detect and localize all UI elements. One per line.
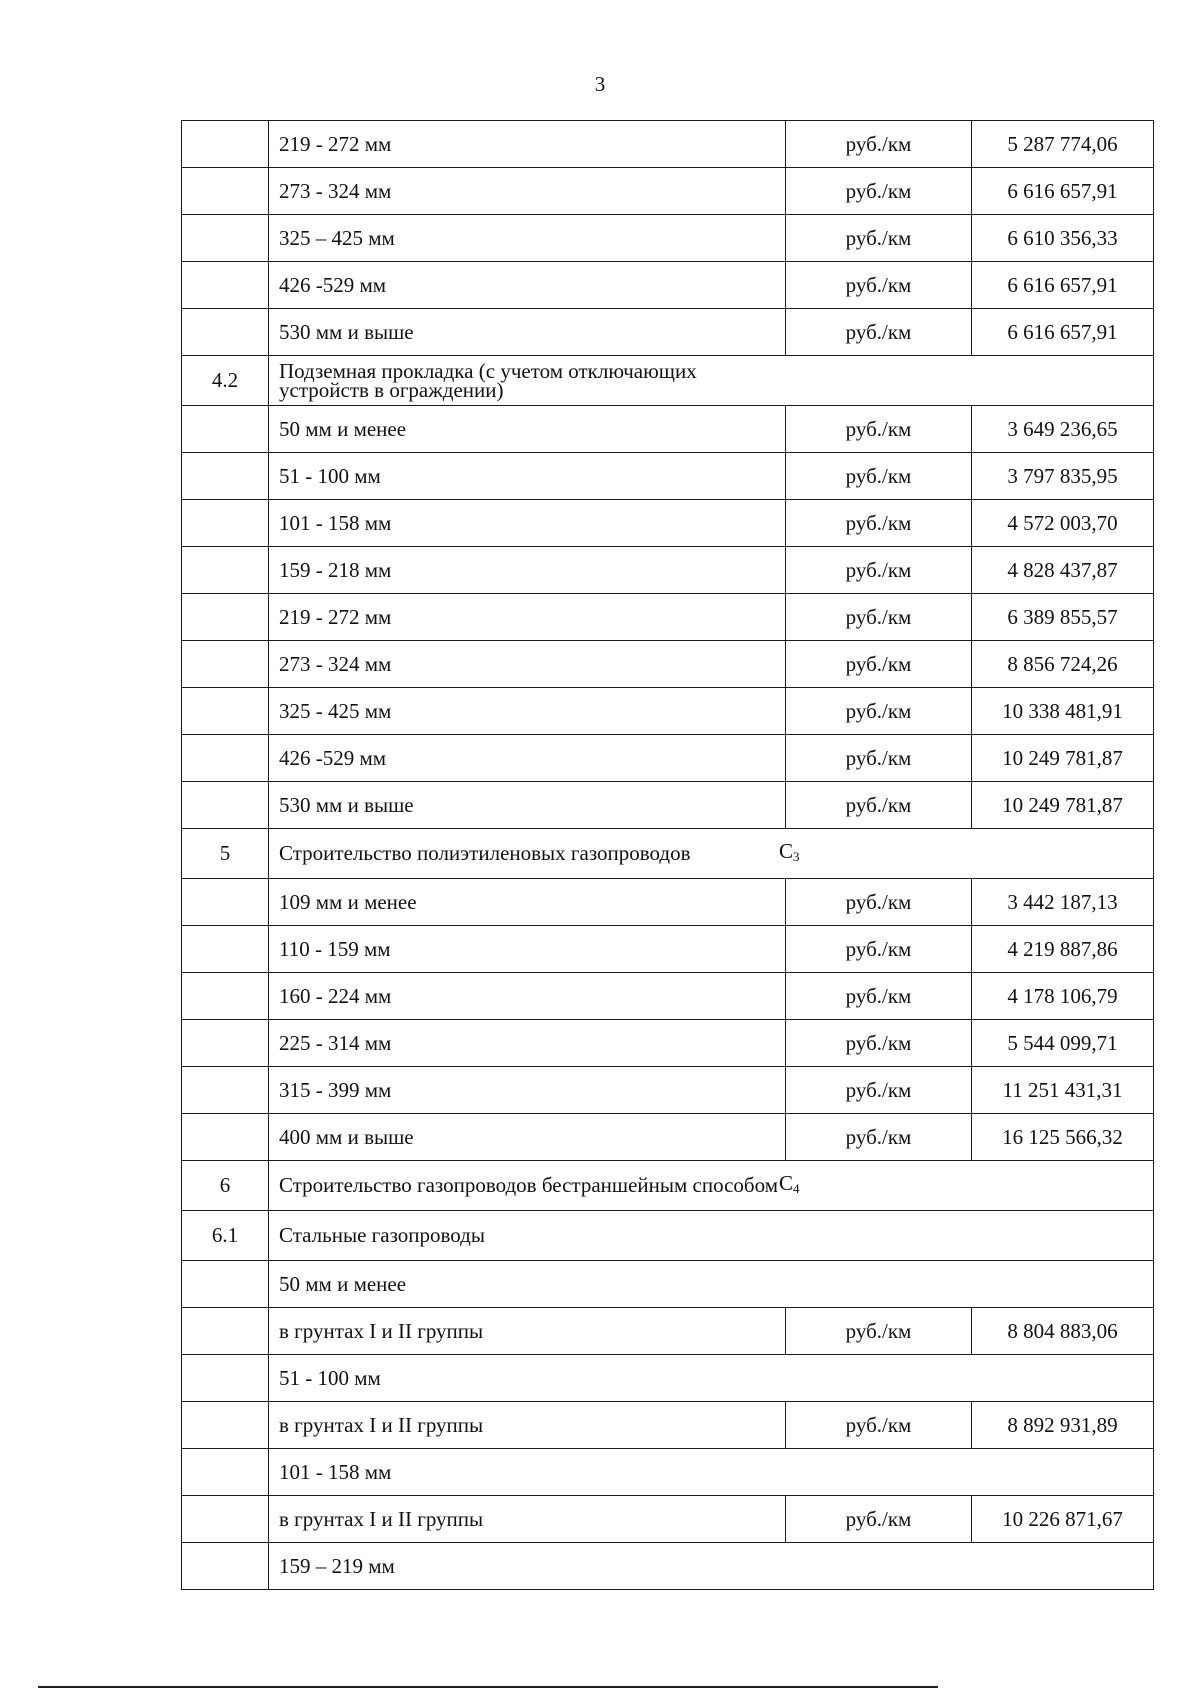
row-number-cell xyxy=(182,406,269,453)
section-code-letter: C xyxy=(779,838,794,863)
section-title: Подземная прокладка (с учетом отключающих устройств в ограждении) xyxy=(279,358,697,402)
footer-rule xyxy=(38,1686,938,1688)
row-unit: руб./км xyxy=(786,973,972,1020)
section-content xyxy=(279,838,1143,866)
table-row xyxy=(182,926,1154,973)
row-value: 6 389 855,57 xyxy=(972,594,1154,641)
row-name: 160 - 224 мм xyxy=(269,973,786,1020)
table-row xyxy=(182,594,1154,641)
row-name: 325 – 425 мм xyxy=(269,215,786,262)
row-number-cell xyxy=(182,1355,269,1402)
section-cell xyxy=(269,356,1154,406)
row-number-cell xyxy=(182,735,269,782)
row-name: 530 мм и выше xyxy=(269,309,786,356)
row-number-cell xyxy=(182,688,269,735)
row-unit: руб./км xyxy=(786,1308,972,1355)
row-name: 219 - 272 мм xyxy=(269,594,786,641)
section-title: Строительство газопроводов бестраншейным способом xyxy=(279,1173,778,1197)
row-name: 225 - 314 мм xyxy=(269,1020,786,1067)
subheading-label: 159 – 219 мм xyxy=(269,1543,1154,1590)
table-row xyxy=(182,688,1154,735)
row-unit: руб./км xyxy=(786,500,972,547)
row-name: 50 мм и менее xyxy=(269,406,786,453)
row-name: 273 - 324 мм xyxy=(269,641,786,688)
row-unit: руб./км xyxy=(786,547,972,594)
row-name: 530 мм и выше xyxy=(269,782,786,829)
row-number-cell xyxy=(182,1114,269,1161)
row-number-cell xyxy=(182,1402,269,1449)
row-number-cell xyxy=(182,879,269,926)
row-value: 6 616 657,91 xyxy=(972,168,1154,215)
row-value: 3 649 236,65 xyxy=(972,406,1154,453)
row-name: 101 - 158 мм xyxy=(269,500,786,547)
subheading-row xyxy=(182,1543,1154,1590)
row-number-cell xyxy=(182,1496,269,1543)
row-value: 11 251 431,31 xyxy=(972,1067,1154,1114)
row-unit: руб./км xyxy=(786,1020,972,1067)
table-row xyxy=(182,406,1154,453)
table-body xyxy=(182,121,1154,1590)
row-number-cell xyxy=(182,1067,269,1114)
row-name: 426 -529 мм xyxy=(269,735,786,782)
table-row xyxy=(182,309,1154,356)
row-value: 16 125 566,32 xyxy=(972,1114,1154,1161)
row-unit: руб./км xyxy=(786,1067,972,1114)
subheading-label: 51 - 100 мм xyxy=(269,1355,1154,1402)
row-value: 3 442 187,13 xyxy=(972,879,1154,926)
row-name: 325 - 425 мм xyxy=(269,688,786,735)
row-value: 5 287 774,06 xyxy=(972,121,1154,168)
row-name: 315 - 399 мм xyxy=(269,1067,786,1114)
table-row xyxy=(182,641,1154,688)
row-value: 10 226 871,67 xyxy=(972,1496,1154,1543)
row-unit: руб./км xyxy=(786,688,972,735)
row-value: 5 544 099,71 xyxy=(972,1020,1154,1067)
row-value: 4 219 887,86 xyxy=(972,926,1154,973)
section-content xyxy=(279,358,1143,402)
table-row xyxy=(182,1114,1154,1161)
tariff-table xyxy=(181,120,1154,1590)
table-row xyxy=(182,1496,1154,1543)
section-row xyxy=(182,1211,1154,1261)
row-value: 8 856 724,26 xyxy=(972,641,1154,688)
row-number-cell xyxy=(182,168,269,215)
section-number: 4.2 xyxy=(182,356,269,406)
table-row xyxy=(182,500,1154,547)
row-unit: руб./км xyxy=(786,641,972,688)
section-number: 5 xyxy=(182,829,269,879)
table-row xyxy=(182,973,1154,1020)
row-unit: руб./км xyxy=(786,879,972,926)
section-content xyxy=(279,1170,1143,1198)
row-value: 10 249 781,87 xyxy=(972,735,1154,782)
section-code-index: 3 xyxy=(793,848,800,864)
row-value: 4 178 106,79 xyxy=(972,973,1154,1020)
row-number-cell xyxy=(182,973,269,1020)
section-row xyxy=(182,1161,1154,1211)
table-row xyxy=(182,735,1154,782)
subheading-row xyxy=(182,1355,1154,1402)
row-value: 3 797 835,95 xyxy=(972,453,1154,500)
row-unit: руб./км xyxy=(786,262,972,309)
row-number-cell xyxy=(182,262,269,309)
page-number: 3 xyxy=(594,72,606,96)
row-name: 110 - 159 мм xyxy=(269,926,786,973)
section-title: Стальные газопроводы xyxy=(279,1223,485,1247)
row-unit: руб./км xyxy=(786,782,972,829)
row-value: 6 616 657,91 xyxy=(972,262,1154,309)
section-row xyxy=(182,829,1154,879)
subheading-label: 50 мм и менее xyxy=(269,1261,1154,1308)
row-value: 10 338 481,91 xyxy=(972,688,1154,735)
row-unit: руб./км xyxy=(786,926,972,973)
row-unit: руб./км xyxy=(786,1402,972,1449)
row-unit: руб./км xyxy=(786,1496,972,1543)
table-row xyxy=(182,1308,1154,1355)
row-number-cell xyxy=(182,1020,269,1067)
row-unit: руб./км xyxy=(786,215,972,262)
table-row xyxy=(182,1067,1154,1114)
row-number-cell xyxy=(182,1449,269,1496)
row-unit: руб./км xyxy=(786,735,972,782)
table-row xyxy=(182,262,1154,309)
row-number-cell xyxy=(182,594,269,641)
row-name: в грунтах I и II группы xyxy=(269,1308,786,1355)
row-number-cell xyxy=(182,309,269,356)
row-unit: руб./км xyxy=(786,168,972,215)
section-title: Строительство полиэтиленовых газопроводов xyxy=(279,841,691,865)
row-name: 51 - 100 мм xyxy=(269,453,786,500)
section-row xyxy=(182,356,1154,406)
row-name: 159 - 218 мм xyxy=(269,547,786,594)
row-unit: руб./км xyxy=(786,309,972,356)
row-number-cell xyxy=(182,926,269,973)
row-number-cell xyxy=(182,547,269,594)
table-row xyxy=(182,1402,1154,1449)
row-name: 109 мм и менее xyxy=(269,879,786,926)
table-row xyxy=(182,121,1154,168)
row-value: 8 804 883,06 xyxy=(972,1308,1154,1355)
row-number-cell xyxy=(182,453,269,500)
section-code xyxy=(779,1170,800,1198)
row-number-cell xyxy=(182,1261,269,1308)
section-cell xyxy=(269,1161,1154,1211)
section-content xyxy=(279,1223,1143,1247)
row-number-cell xyxy=(182,215,269,262)
row-unit: руб./км xyxy=(786,406,972,453)
table-row xyxy=(182,1020,1154,1067)
row-name: в грунтах I и II группы xyxy=(269,1496,786,1543)
section-number: 6.1 xyxy=(182,1211,269,1261)
row-value: 4 828 437,87 xyxy=(972,547,1154,594)
row-number-cell xyxy=(182,121,269,168)
row-value: 6 610 356,33 xyxy=(972,215,1154,262)
section-cell xyxy=(269,829,1154,879)
row-value: 8 892 931,89 xyxy=(972,1402,1154,1449)
row-unit: руб./км xyxy=(786,121,972,168)
row-value: 4 572 003,70 xyxy=(972,500,1154,547)
table-row xyxy=(182,215,1154,262)
table-row xyxy=(182,453,1154,500)
row-number-cell xyxy=(182,641,269,688)
row-unit: руб./км xyxy=(786,594,972,641)
section-number: 6 xyxy=(182,1161,269,1211)
row-unit: руб./км xyxy=(786,453,972,500)
table-row xyxy=(182,782,1154,829)
table-row xyxy=(182,168,1154,215)
row-name: в грунтах I и II группы xyxy=(269,1402,786,1449)
row-name: 426 -529 мм xyxy=(269,262,786,309)
row-number-cell xyxy=(182,1308,269,1355)
row-number-cell xyxy=(182,1543,269,1590)
section-code-letter: C xyxy=(779,1170,794,1195)
section-code xyxy=(779,838,800,866)
row-name: 273 - 324 мм xyxy=(269,168,786,215)
table-row xyxy=(182,879,1154,926)
subheading-row xyxy=(182,1261,1154,1308)
row-number-cell xyxy=(182,782,269,829)
subheading-row xyxy=(182,1449,1154,1496)
section-code-index: 4 xyxy=(793,1180,800,1196)
row-value: 6 616 657,91 xyxy=(972,309,1154,356)
row-number-cell xyxy=(182,500,269,547)
subheading-label: 101 - 158 мм xyxy=(269,1449,1154,1496)
table-row xyxy=(182,547,1154,594)
row-name: 400 мм и выше xyxy=(269,1114,786,1161)
row-name: 219 - 272 мм xyxy=(269,121,786,168)
row-value: 10 249 781,87 xyxy=(972,782,1154,829)
row-unit: руб./км xyxy=(786,1114,972,1161)
section-cell xyxy=(269,1211,1154,1261)
